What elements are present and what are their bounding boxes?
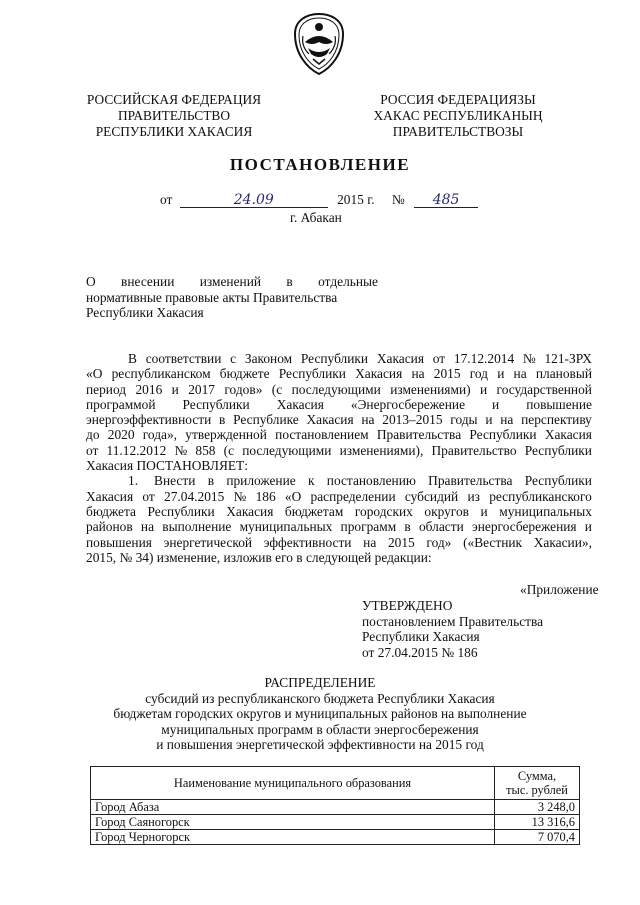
paragraph-word: повышения (86, 534, 152, 550)
header-left (64, 92, 284, 140)
paragraph-word: энергетической (163, 534, 253, 550)
paragraph-word: и (492, 396, 500, 412)
paragraph-word: бюджете (219, 366, 270, 382)
paragraph-word: изменениями) (390, 381, 471, 397)
paragraph-word: № (233, 488, 247, 504)
paragraph-word: 11.12.2012 (106, 442, 167, 458)
paragraph-word: 27.04.2015 (164, 488, 225, 504)
paragraph-word: «О (284, 488, 302, 504)
city: г. Абакан (290, 210, 342, 225)
paragraph-word: «О (86, 366, 103, 382)
date-line (160, 192, 480, 208)
paragraph-word: на (513, 366, 527, 382)
paragraph-line (86, 443, 592, 458)
paragraph-word: Правительства (376, 427, 462, 443)
column-header-name: Наименование муниципального образования (91, 767, 495, 800)
paragraph-line (86, 489, 592, 504)
paragraph-word: энергосбережения (471, 519, 577, 535)
item-text (154, 473, 592, 488)
subject-word: О (86, 274, 96, 289)
paragraph-word: Республики (278, 366, 346, 382)
distribution-line: муниципальных программ в области энергосбережения (161, 721, 479, 737)
subject-word: изменений (199, 274, 262, 289)
municipality-name: Город Саяногорск (91, 815, 495, 830)
paragraph-word: период (86, 381, 127, 397)
paragraph-word: № (522, 351, 536, 366)
column-header-sum (495, 767, 580, 800)
paragraph-word: и (497, 366, 505, 382)
paragraph-word: годы (450, 412, 478, 428)
paragraph-word: и (479, 381, 488, 397)
paragraph-word: год» (426, 534, 452, 550)
paragraph-word: на (500, 412, 514, 428)
paragraph-word: в (404, 519, 411, 535)
subject-word: отдельные (318, 274, 378, 289)
sum-header-line: тыс. рублей (506, 783, 568, 797)
paragraph-line (86, 351, 592, 366)
subsidy-sum: 7 070,4 (495, 830, 580, 845)
distribution-line: и повышения энергетической эффективности на 2015 год (156, 737, 484, 752)
paragraph-word: субсидий (404, 488, 459, 504)
subject-line: Республики Хакасия (86, 305, 204, 320)
distribution-title (0, 675, 640, 753)
paragraph-text: Хакасия ПОСТАНОВЛЯЕТ: (86, 458, 248, 474)
date-prefix: от (160, 192, 173, 207)
header-left-line: РОССИЙСКАЯ ФЕДЕРАЦИЯ (86, 92, 262, 107)
paragraph-word: Хакасия (306, 412, 354, 428)
paragraph-word: до (86, 427, 100, 443)
paragraph-word: эффективности (263, 534, 352, 550)
paragraph-word: республиканского (489, 488, 592, 504)
paragraph-word: Республики (300, 351, 369, 366)
paragraph-word: Внести (154, 473, 196, 489)
paragraph-line (86, 550, 592, 565)
table-row (91, 830, 580, 845)
paragraph-word: повышение (526, 396, 592, 412)
paragraph-word: перспективу (521, 412, 592, 428)
preamble-paragraph (86, 351, 592, 565)
paragraph-word: 2015 (433, 366, 461, 382)
paragraph-word: распределении (310, 488, 396, 504)
sum-header-line: Сумма, (517, 769, 557, 783)
paragraph-line (86, 504, 592, 519)
paragraph-line (86, 535, 592, 550)
subject-block (86, 274, 378, 321)
paragraph-word: годов» (224, 381, 263, 397)
paragraph-word: Хакасия (226, 503, 274, 519)
paragraph-word: 2015 (387, 534, 415, 550)
appendix-label: «Приложение (520, 582, 599, 597)
paragraph-word: в (207, 473, 215, 489)
subsidy-table (90, 766, 580, 845)
subsidy-sum: 13 316,6 (495, 815, 580, 830)
paragraph-word: округов (424, 503, 469, 519)
paragraph-word: 858 (195, 442, 216, 458)
coat-of-arms-emblem (291, 12, 347, 76)
paragraph-word: выполнение (162, 519, 232, 535)
table-row (91, 815, 580, 830)
header-right-line: РОССИЯ ФЕДЕРАЦИЯЗЫ (380, 92, 536, 107)
paragraph-word: 2017 (188, 381, 215, 397)
paragraph-word: государственной (496, 381, 592, 397)
paragraph-word: постановлению (326, 473, 416, 489)
paragraph-word: к (307, 473, 315, 489)
paragraph-word: на (411, 366, 425, 382)
paragraph-word: программ (340, 519, 397, 535)
paragraph-line (86, 519, 592, 534)
municipality-name: Город Абаза (91, 800, 495, 815)
paragraph-word: на (363, 534, 377, 550)
paragraph-word: последующими (291, 381, 381, 397)
paragraph-word: Законом (244, 351, 293, 366)
paragraph-word: от (86, 442, 99, 458)
paragraph-word: года», (142, 427, 178, 443)
approved-line: Республики Хакасия (362, 629, 480, 644)
paragraph-word: («Вестник (463, 534, 523, 550)
paragraph-word: 2016 (135, 381, 163, 397)
paragraph-word: изменениями), (339, 442, 424, 458)
paragraph-word: Хакасия (355, 366, 403, 382)
paragraph-word: 17.12.2014 (453, 351, 515, 366)
paragraph-word: Республики (524, 442, 592, 458)
subject-line: нормативные правовые акты Правительства (86, 289, 338, 305)
header-left-line: ПРАВИТЕЛЬСТВО (117, 108, 230, 123)
paragraph-word: муниципальных (239, 519, 333, 535)
item-number: 1. (128, 473, 139, 489)
date-year: 2015 г. (337, 192, 375, 207)
handwritten-number: 485 (414, 193, 478, 208)
subject-word: внесении (121, 274, 175, 289)
paragraph-word: 2013–2015 (382, 412, 443, 428)
paragraph-word: Правительства (428, 473, 513, 489)
paragraph-word: Республике (233, 412, 299, 428)
paragraph-word: Хакасия (544, 427, 592, 443)
approval-block (362, 598, 543, 660)
paragraph-word: Республики (469, 427, 537, 443)
paragraph-word: 121-ЗРХ (544, 351, 592, 366)
paragraph-word: Хакасия (86, 488, 134, 504)
paragraph-line (86, 427, 592, 442)
paragraph-word: городских (354, 503, 413, 519)
paragraph-word: районов (86, 519, 133, 535)
paragraph-line (86, 473, 592, 488)
paragraph-word: энергоэффективности (86, 412, 212, 428)
paragraph-word: Республики (524, 473, 592, 489)
paragraph-word: Хакасия (376, 351, 424, 366)
paragraph-word: (с (271, 381, 283, 397)
paragraph-word: Хакасии», (533, 534, 592, 550)
paragraph-word: и (584, 519, 592, 535)
distribution-line: субсидий из республиканского бюджета Республики Хакасия (145, 690, 495, 706)
subsidy-sum: 3 248,0 (495, 800, 580, 815)
paragraph-line (86, 397, 592, 412)
subject-word: в (286, 274, 293, 289)
paragraph-word: от (432, 351, 446, 366)
paragraph-word: утвержденной (185, 427, 267, 443)
paragraph-word: Хакасия (276, 396, 324, 412)
paragraph-word: на (361, 412, 375, 428)
paragraph-word: 186 (255, 488, 276, 504)
subject-line-1 (86, 274, 378, 290)
paragraph-word: соответствии (145, 351, 222, 366)
paragraph-word: последующими (242, 442, 332, 458)
paragraph-word: бюджета (86, 503, 136, 519)
paragraph-word: № (174, 442, 188, 458)
paragraph-line (86, 458, 592, 473)
approved-line: от 27.04.2015 № 186 (362, 644, 478, 660)
paragraph-word: Республики (147, 503, 215, 519)
header-right-line: ХАКАС РЕСПУБЛИКАНЫҢ (373, 108, 543, 123)
paragraph-line (86, 382, 592, 397)
paragraph-word: с (230, 351, 237, 366)
paragraph-word: 2020 (107, 427, 135, 443)
paragraph-word: и (485, 412, 493, 428)
table-row (91, 800, 580, 815)
paragraph-text: 2015, № 34) изменение, изложив его в следующей редакции: (86, 549, 432, 565)
paragraph-word: от (142, 488, 155, 504)
distribution-heading: РАСПРЕДЕЛЕНИЕ (264, 675, 376, 690)
paragraph-word: из (467, 488, 480, 504)
paragraph-word: В (128, 351, 137, 366)
paragraph-word: области (418, 519, 464, 535)
paragraph-word: год (469, 366, 488, 382)
paragraph-word: бюджетам (284, 503, 344, 519)
paragraph-word: (с (223, 442, 235, 458)
paragraph-word: плановый (535, 366, 592, 382)
paragraph-word: в (219, 412, 226, 428)
paragraph-word: постановлением (275, 427, 369, 443)
paragraph-word: Правительство (431, 442, 517, 458)
paragraph-word: Республики (182, 396, 250, 412)
header-right (348, 92, 568, 140)
document-title: ПОСТАНОВЛЕНИЕ (229, 155, 411, 174)
table-header-row (91, 767, 580, 800)
paragraph-word: программой (86, 396, 156, 412)
header-right-line: ПРАВИТЕЛЬСТВОЗЫ (392, 124, 524, 139)
approved-line: постановлением Правительства (362, 613, 544, 629)
paragraph-word: муниципальных (499, 503, 592, 519)
paragraph-word: и (480, 503, 488, 519)
paragraph-word: приложение (226, 473, 296, 489)
paragraph-line (86, 366, 592, 381)
paragraph-word: на (140, 519, 155, 535)
paragraph-word: и (171, 381, 179, 397)
header-left-line: РЕСПУБЛИКИ ХАКАСИЯ (95, 124, 253, 139)
paragraph-word: республиканском (111, 366, 211, 382)
approved-heading: УТВЕРЖДЕНО (362, 598, 453, 613)
handwritten-date: 24.09 (180, 193, 328, 208)
number-sign: № (391, 192, 405, 207)
paragraph-word: «Энергосбережение (350, 396, 466, 412)
paragraph-line (86, 412, 592, 427)
distribution-line: бюджетам городских округов и муниципальных районов на выполнение (113, 706, 527, 721)
municipality-name: Город Черногорск (91, 830, 495, 845)
